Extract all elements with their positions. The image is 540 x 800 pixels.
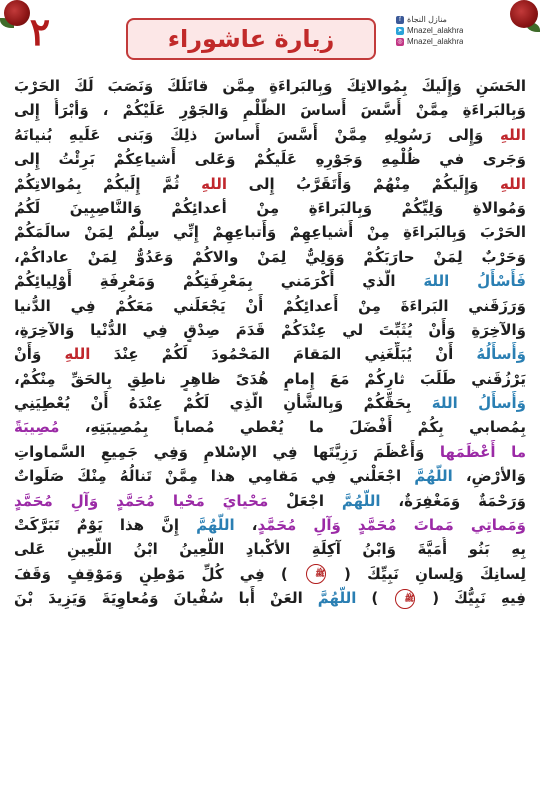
text-line bbox=[14, 415, 526, 439]
ziyara-text bbox=[14, 74, 526, 794]
text-segment: اللهِ bbox=[500, 174, 526, 193]
text-segment: وَمُوالاةِ وَلِيِّكُمْ وَبِالبَراءَةِ مِنْ أعدائِكُمْ وَالنَّاصِبِينَ لَكُمُ bbox=[14, 198, 526, 217]
text-line bbox=[14, 318, 526, 342]
text-segment: وَأَسأَلُ اللهَ bbox=[431, 394, 526, 413]
text-segment: أَنْ يُبَلِّغَنِي المَقامَ المَحْمُودَ لَكُمْ عِنْدَ bbox=[90, 345, 477, 364]
text-line bbox=[14, 464, 526, 488]
channel-telegram-row[interactable] bbox=[396, 25, 492, 36]
text-line bbox=[14, 147, 526, 171]
text-line bbox=[14, 123, 526, 147]
text-segment: فِيهِ نَبِيُّكَ ( bbox=[417, 589, 526, 608]
text-segment: اللّهُمَّ bbox=[196, 516, 235, 535]
text-segment: ) bbox=[356, 589, 394, 608]
text-segment: وَأَسأَلُهُ bbox=[476, 345, 526, 364]
text-segment: بِهِ بَنُو أُمَيَّةَ وَابْنُ آكِلَةِ الأكْبادِ اللَّعِينُ ابْنُ اللَّعِينِ عَلى bbox=[14, 540, 526, 559]
text-segment: فَأَسْأَلُ اللهَ bbox=[423, 272, 526, 291]
salawat-seal-icon: ﷺ bbox=[306, 564, 326, 584]
header bbox=[0, 0, 540, 66]
rose-decoration-right bbox=[500, 0, 540, 40]
text-line bbox=[14, 74, 526, 98]
text-segment: اجْعَلْ bbox=[268, 491, 342, 510]
part-number: ٢ bbox=[29, 9, 51, 54]
text-segment: اللّهُمَّ bbox=[317, 589, 357, 608]
text-line bbox=[14, 586, 526, 610]
text-segment: ، bbox=[234, 516, 258, 535]
text-line bbox=[14, 294, 526, 318]
title-box bbox=[126, 18, 376, 60]
text-segment: وَالآخِرَةِ وَأَنْ يُثَبِّتَ لي عِنْدَكُمْ قَدَمَ صِدْقٍ فِي الدُّنْيا وَالآخِرَةِ، bbox=[14, 320, 526, 339]
text-line bbox=[14, 245, 526, 269]
channel-instagram-row[interactable] bbox=[396, 36, 492, 47]
text-segment: لِسانِكَ وَلِسانِ نَبِيِّكَ ( bbox=[327, 564, 526, 583]
text-line bbox=[14, 391, 526, 415]
text-line bbox=[14, 342, 526, 366]
text-segment: وَبِالبَراءَةِ مِمَّنْ أَسَّسَ أَساسَ الظُّلْمِ وَالجَوْرِ عَلَيْكُمْ ، وَأبْرَأُ إِلى bbox=[14, 101, 526, 120]
text-segment: الحَسَنِ وَإِلَيكَ بِمُوالاتِكَ وَبِالبَراءَةِ مِمَّن قاتَلَكَ وَنَصَبَ لَكَ الحَرْبَ bbox=[14, 77, 526, 95]
text-segment: اللّهُمَّ bbox=[414, 467, 453, 486]
text-line bbox=[14, 196, 526, 220]
channel-name-row bbox=[396, 14, 492, 25]
channel-info bbox=[396, 14, 492, 47]
facebook-icon: f bbox=[396, 16, 404, 24]
salawat-seal-icon: ﷺ bbox=[395, 589, 415, 609]
text-segment: ثُمَّ إِلَيكُمْ بِمُوالاتِكُمْ bbox=[14, 174, 202, 193]
page-title: زيارة عاشوراء bbox=[167, 25, 335, 53]
text-segment: وَمَماتِي مَماتَ مُحَمَّدٍ وَآلِ مُحَمَّدٍ bbox=[257, 516, 526, 535]
text-segment: وَأَعْظَمَ رَزِيَّتَها فِي الإسْلامِ وَفِي جَمِيعِ السَّماواتِ bbox=[14, 442, 440, 461]
text-line bbox=[14, 513, 526, 537]
text-segment: ما أَعْظَمَها bbox=[439, 442, 526, 461]
text-line bbox=[14, 537, 526, 561]
text-line bbox=[14, 489, 526, 513]
text-segment: وَجَرى في ظُلْمِهِ وَجَوْرِهِ عَلَيكُمْ وَعَلى أَشياعِكُمْ بَرِئْتُ إِلى bbox=[14, 150, 526, 169]
text-segment: وَرَحْمَةٌ وَمَغْفِرَةٌ، bbox=[380, 491, 526, 510]
text-line bbox=[14, 562, 526, 586]
text-segment: اللّهُمَّ bbox=[341, 491, 381, 510]
text-segment: وَحَرْبٌ لِمَنْ حارَبَكُمْ وَوَلِيٌّ لِمَنْ والاكُمْ وَعَدُوٌّ لِمَنْ عاداكُمْ، bbox=[14, 247, 526, 266]
text-line bbox=[14, 367, 526, 391]
text-segment: العَنْ أَبا سُفْيانَ وَمُعاوِيَةَ وَيَزِيدَ بْنَ bbox=[14, 589, 318, 608]
telegram-icon: ➤ bbox=[397, 27, 403, 34]
text-segment: مُصِيبَةً bbox=[14, 418, 60, 437]
text-line bbox=[14, 98, 526, 122]
text-segment: ) فِي كُلِّ مَوْطِنٍ وَمَوْقِفٍ وَقَفَ bbox=[14, 564, 304, 583]
text-segment: وَأَنْ bbox=[14, 345, 65, 364]
text-segment: بِحَقِّكُمْ وَبِالشَّأنِ الَّذِي لَكُمْ عِنْدَهُ أَنْ يُعْطِيَنِي bbox=[14, 394, 432, 413]
text-line bbox=[14, 440, 526, 464]
text-segment: الَّذي أَكْرَمَني بِمَعْرِفَتِكُمْ وَمَعْرِفَةِ أَوْلِيائِكُمْ bbox=[14, 272, 424, 291]
text-segment: اللهِ bbox=[201, 174, 228, 193]
text-segment: وَإِلَيكُمْ مِنْهُمْ وَأَتَقَرَّبُ إِلى bbox=[227, 174, 501, 193]
rose-icon bbox=[510, 0, 538, 28]
channel-instagram: Mnazel_alakhra bbox=[407, 37, 464, 46]
text-segment: اللهِ bbox=[500, 125, 526, 144]
text-segment: وَإِلى رَسُولِهِ مِمَّنْ أَسَّسَ أَساسَ ذلِكَ وَبَنى عَلَيهِ بُنيانَهُ bbox=[14, 125, 500, 144]
channel-name: منازل النجاة bbox=[407, 15, 447, 24]
text-segment: اجْعَلْني فِي مَقامِي هذا مِمَّنْ تَنالُهُ مِنْكَ صَلَواتٌ bbox=[14, 467, 415, 486]
text-segment: اللهِ bbox=[64, 345, 91, 364]
text-segment: يَرْزُقَني طَلَبَ ثارِكُمْ مَعَ إِمامٍ هُدَىً ظاهِرٍ ناطِقٍ بِالحَقِّ مِنْكُمْ، bbox=[14, 369, 526, 388]
text-segment: بِمُصابي بِكُمْ أَفْضَلَ ما يُعْطي مُصاباً بِمُصِيبَتِهِ، bbox=[59, 418, 526, 437]
text-segment: الحَرْبَ وَبِالبَراءَةِ مِنْ أَشياعِهِمْ وَأَتباعِهِمْ إِنِّي سِلْمٌ لِمَنْ سالَمَكُمْ bbox=[14, 223, 526, 242]
text-line bbox=[14, 269, 526, 293]
text-segment: وَالأرْضِ، bbox=[452, 467, 526, 486]
text-segment: وَرَزَقَني البَراءَةَ مِنْ أَعدائِكُمْ أَنْ يَجْعَلَني مَعَكُمْ فِي الدُّنيا bbox=[14, 296, 526, 315]
text-segment: مَحْيايَ مَحْيا مُحَمَّدٍ وَآلِ مُحَمَّدٍ bbox=[14, 491, 269, 510]
text-segment: إِنَّ هذا يَوْمٌ تَبَرَّكَتْ bbox=[14, 516, 197, 535]
text-line bbox=[14, 172, 526, 196]
instagram-icon: ◎ bbox=[397, 38, 403, 45]
text-line bbox=[14, 220, 526, 244]
channel-telegram: Mnazel_alakhra bbox=[407, 26, 464, 35]
